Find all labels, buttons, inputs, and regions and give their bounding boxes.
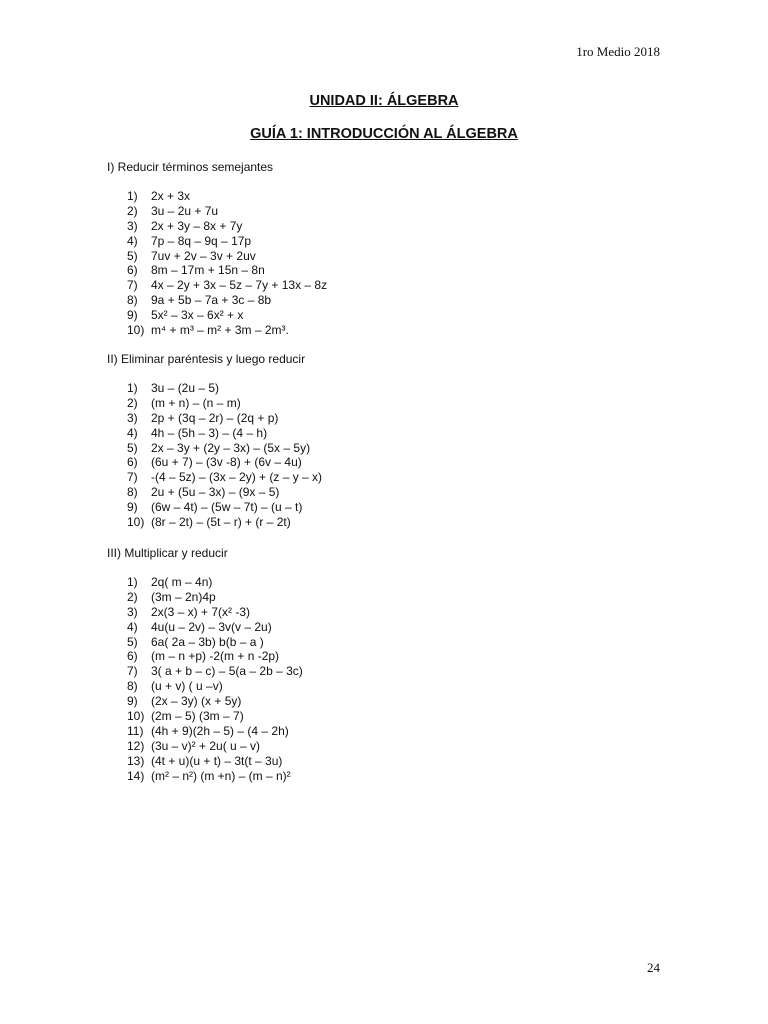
- exercise-number: 1): [127, 381, 138, 395]
- exercise-expression: (m + n) – (n – m): [151, 395, 241, 410]
- exercise-expression: 2x + 3y – 8x + 7y: [151, 218, 243, 233]
- exercise-number: 4): [127, 233, 138, 248]
- exercise-number: 12): [127, 738, 145, 753]
- exercise-expression: 2u + (5u – 3x) – (9x – 5): [151, 485, 280, 500]
- exercise-expression: 3( a + b – c) – 5(a – 2b – 3c): [151, 664, 303, 679]
- exercise-item: [107, 590, 228, 605]
- exercise-number: 10): [127, 323, 145, 338]
- exercise-expression: 2q( m – 4n): [151, 575, 213, 589]
- section-heading: I) Reducir términos semejantes: [107, 160, 274, 174]
- exercise-item: [107, 575, 228, 590]
- exercise-item: [107, 278, 328, 293]
- exercise-number: 8): [127, 485, 138, 500]
- exercise-item: [107, 426, 305, 441]
- guide-title: GUÍA 1: INTRODUCCIÓN AL ÁLGEBRA: [250, 126, 518, 142]
- exercise-number: 4): [127, 619, 138, 634]
- exercise-number: 5): [127, 248, 138, 263]
- exercise-expression: (4h + 9)(2h – 5) – (4 – 2h): [151, 723, 289, 738]
- exercise-expression: -(4 – 5z) – (3x – 2y) + (z – y – x): [151, 470, 323, 485]
- page-number: 24: [647, 960, 660, 975]
- exercise-item: [107, 723, 289, 739]
- exercise-expression: 2x(3 – x) + 7(x² -3): [151, 604, 251, 619]
- exercise-list: [107, 381, 323, 530]
- exercise-expression: 3u – (2u – 5): [151, 381, 220, 395]
- exercise-item: [107, 664, 303, 679]
- exercise-list: [107, 575, 303, 783]
- exercise-item: [107, 440, 311, 456]
- section-3: [107, 546, 303, 783]
- exercise-expression: 7p – 8q – 9q – 17p: [151, 233, 252, 248]
- exercise-number: 4): [127, 425, 138, 440]
- exercise-expression: 2x + 3x: [151, 189, 191, 203]
- exercise-expression: (6w – 4t) – (5w – 7t) – (u – t): [151, 500, 303, 515]
- exercise-expression: 4u(u – 2v) – 3v(v – 2u): [151, 619, 272, 634]
- exercise-item: [107, 500, 305, 515]
- exercise-number: 2): [127, 395, 138, 410]
- unit-title: UNIDAD II: ÁLGEBRA: [309, 93, 459, 109]
- exercise-number: 11): [127, 723, 144, 738]
- exercise-expression: 2p + (3q – 2r) – (2q + p): [151, 410, 279, 425]
- exercise-item: [107, 219, 273, 234]
- exercise-number: 10): [127, 515, 145, 530]
- exercise-number: 9): [127, 694, 138, 709]
- exercise-number: 7): [127, 278, 138, 293]
- exercise-number: 1): [127, 575, 138, 589]
- section-2: [107, 352, 323, 530]
- exercise-item: [107, 485, 305, 500]
- exercise-item: [107, 694, 242, 709]
- exercise-expression: 4h – (5h – 3) – (4 – h): [151, 425, 268, 440]
- exercise-number: 3): [127, 218, 138, 233]
- exercise-expression: (m – n +p) -2(m + n -2p): [151, 649, 280, 664]
- exercise-item: [107, 709, 244, 724]
- exercise-item: [107, 189, 273, 204]
- exercise-list: [107, 189, 328, 338]
- exercise-item: [107, 204, 273, 219]
- exercise-item: [107, 634, 264, 650]
- exercise-number: 5): [127, 634, 138, 649]
- exercise-expression: (4t + u)(u + t) – 3t(t – 3u): [151, 753, 283, 768]
- exercise-expression: 7uv + 2v – 3v + 2uv: [151, 248, 256, 263]
- exercise-number: 8): [127, 679, 138, 694]
- exercise-number: 6): [127, 263, 138, 278]
- exercise-number: 8): [127, 293, 138, 308]
- exercise-expression: 2x – 3y + (2y – 3x) – (5x – 5y): [151, 440, 311, 455]
- course-header: 1ro Medio 2018: [576, 44, 660, 59]
- exercise-number: 14): [127, 768, 145, 783]
- exercise-number: 1): [127, 189, 138, 203]
- section-1: [107, 160, 328, 338]
- exercise-number: 13): [127, 753, 145, 768]
- exercise-expression: 9a + 5b – 7a + 3c – 8b: [151, 293, 272, 308]
- exercise-number: 10): [127, 709, 145, 724]
- exercise-expression: 8m – 17m + 15n – 8n: [151, 263, 265, 278]
- exercise-number: 6): [127, 455, 138, 470]
- exercise-expression: (u + v) ( u –v): [151, 679, 223, 694]
- exercise-item: [107, 308, 273, 323]
- exercise-expression: 6a( 2a – 3b) b(b – a ): [151, 634, 264, 649]
- exercise-expression: (8r – 2t) – (5t – r) + (r – 2t): [151, 515, 291, 530]
- exercise-item: [107, 679, 228, 694]
- exercise-item: [107, 738, 261, 754]
- exercise-item: [107, 263, 273, 278]
- exercise-item: [107, 455, 305, 470]
- exercise-item: [107, 234, 273, 249]
- exercise-item: [107, 323, 289, 338]
- exercise-item: [107, 293, 273, 308]
- exercise-item: [107, 753, 283, 769]
- exercise-number: 7): [127, 470, 138, 485]
- exercise-expression: m⁴ + m³ – m² + 3m – 2m³.: [151, 323, 289, 338]
- exercise-number: 9): [127, 500, 138, 515]
- exercise-item: [107, 768, 291, 784]
- exercise-expression: (3u – v)² + 2u( u – v): [151, 738, 261, 753]
- exercise-expression: (m² – n²) (m +n) – (m – n)²: [151, 768, 291, 783]
- exercise-item: [107, 396, 305, 411]
- exercise-item: [107, 249, 273, 264]
- exercise-item: [107, 619, 272, 635]
- exercise-number: 3): [127, 604, 138, 619]
- exercise-expression: (2x – 3y) (x + 5y): [151, 694, 242, 709]
- exercise-item: [107, 515, 305, 530]
- exercise-number: 3): [127, 410, 138, 425]
- exercise-number: 2): [127, 589, 138, 604]
- exercise-item: [107, 381, 305, 396]
- exercise-item: [107, 411, 305, 426]
- section-heading: II) Eliminar paréntesis y luego reducir: [107, 352, 306, 366]
- exercise-number: 7): [127, 664, 138, 679]
- exercise-number: 9): [127, 308, 138, 323]
- exercise-item: [107, 470, 323, 485]
- exercise-number: 6): [127, 649, 138, 664]
- exercise-expression: 5x² – 3x – 6x² + x: [151, 308, 244, 323]
- exercise-expression: (3m – 2n)4p: [151, 589, 216, 604]
- exercise-number: 2): [127, 203, 138, 218]
- exercise-expression: (2m – 5) (3m – 7): [151, 709, 244, 724]
- exercise-item: [107, 604, 251, 620]
- section-heading: III) Multiplicar y reducir: [107, 546, 228, 560]
- exercise-number: 5): [127, 440, 138, 455]
- exercise-item: [107, 649, 280, 664]
- exercise-expression: (6u + 7) – (3v -8) + (6v – 4u): [151, 455, 302, 470]
- exercise-expression: 4x – 2y + 3x – 5z – 7y + 13x – 8z: [151, 278, 328, 293]
- exercise-expression: 3u – 2u + 7u: [151, 203, 219, 218]
